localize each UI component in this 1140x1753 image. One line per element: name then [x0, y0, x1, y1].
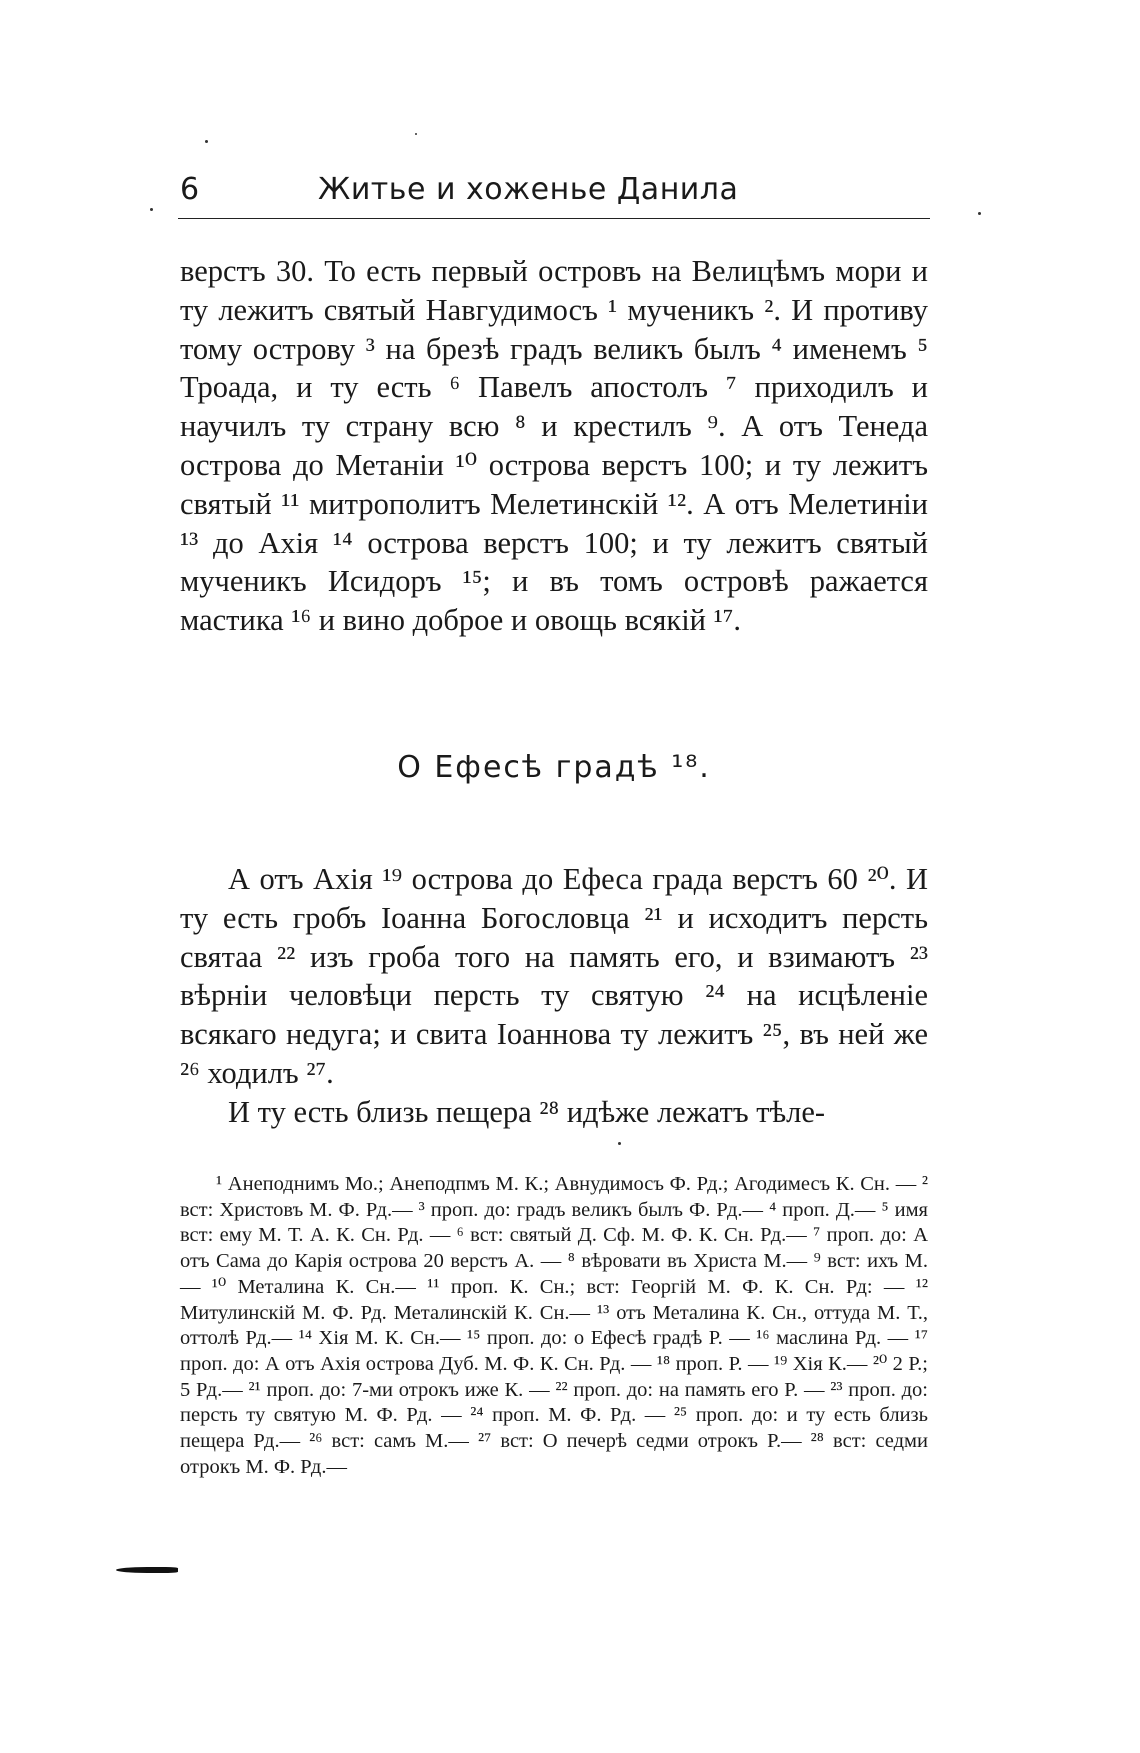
page-number: 6 [180, 172, 200, 207]
margin-ink-mark [116, 1567, 178, 1573]
print-speck [978, 212, 981, 215]
body-text-bottom [180, 860, 928, 1132]
paragraph-2: А отъ Ахія ¹⁹ острова до Ефеса града верстъ 60 ²⁰. И ту есть гробъ Іоанна Богословца ²¹ и исходитъ персть святаа ²² изъ гроба того на память его, и взимаютъ ²³ вѣрніи человѣци персть ту святую ²⁴ на исцѣленіе всякаго недуга; и свита Іоаннова ту лежитъ ²⁵, въ ней же ²⁶ ходилъ ²⁷. [180, 862, 928, 1090]
page-header [178, 170, 930, 219]
print-speck [415, 133, 417, 135]
footnotes [180, 1172, 928, 1480]
section-heading: О Ефесѣ градѣ ¹⁸. [397, 750, 711, 785]
body-text-top [180, 252, 928, 640]
footnote-text: ¹ Анеподнимъ Мо.; Анеподпмъ М. К.; Авнудимосъ Ф. Рд.; Агодимесъ К. Сн. — ² вст: Христовъ М. Ф. Рд.— ³ проп. до: градъ великъ былъ Ф. Рд.— ⁴ проп. Д.— ⁵ имя вст: ему М. Т. А. К. Сн. Рд. — ⁶ вст: святый Д. Сф. М. Ф. К. Сн. Рд.— ⁷ проп. до: А отъ Сама до Карія острова 20 верстъ А. — ⁸ вѣровати въ Христа М.— ⁹ вст: ихъ М. — ¹⁰ Металина К. Сн.— ¹¹ проп. К. Сн.; вст: Георгій М. Ф. К. Сн. Рд: — ¹² Митулинскій М. Ф. Рд. Металинскій К. Сн.— ¹³ отъ Металина К. Сн., оттуда М. Т., оттолѣ Рд.— ¹⁴ Хія М. К. Сн.— ¹⁵ проп. до: о Ефесѣ градѣ Р. — ¹⁶ маслина Рд. — ¹⁷ проп. до: А отъ Ахія острова Дуб. М. Ф. К. Сн. Рд. — ¹⁸ проп. Р. — ¹⁹ Хія К.— ²⁰ 2 Р.; 5 Рд.— ²¹ проп. до: 7-ми отрокъ иже К. — ²² проп. до: на память его Р. — ²³ проп. до: персть ту святую М. Ф. Рд. — ²⁴ проп. М. Ф. Рд. — ²⁵ проп. до: и ту есть близь пещера Рд.— ²⁶ вст: самъ М.— ²⁷ вст: О печерѣ седми отрокъ Р.— ²⁸ вст: седми отрокъ М. Ф. Рд.— [180, 1173, 928, 1478]
paragraph-3: И ту есть близь пещера ²⁸ идѣже лежатъ тѣле- [228, 1094, 826, 1129]
print-speck [150, 208, 153, 211]
paragraph-1: верстъ 30. То есть первый островъ на Велицѣмъ мори и ту лежитъ святый Навгудимосъ ¹ мученикъ ². И противу тому острову ³ на брезѣ градъ великъ былъ ⁴ именемъ ⁵ Троада, и ту есть ⁶ Павелъ апостолъ ⁷ приходилъ и научилъ ту страну всю ⁸ и крестилъ ⁹. А отъ Тенеда острова до Метаніи ¹⁰ острова верстъ 100; и ту лежитъ святый ¹¹ митрополитъ Мелетинскій ¹². А отъ Мелетиніи ¹³ до Ахія ¹⁴ острова верстъ 100; и ту лежитъ святый мученикъ Исидоръ ¹⁵; и въ томъ островѣ ражается мастика ¹⁶ и вино доброе и овощь всякій ¹⁷. [180, 254, 928, 638]
print-speck [205, 140, 208, 143]
running-title: Житье и хоженье Данила [318, 172, 739, 207]
print-speck [618, 1142, 621, 1145]
